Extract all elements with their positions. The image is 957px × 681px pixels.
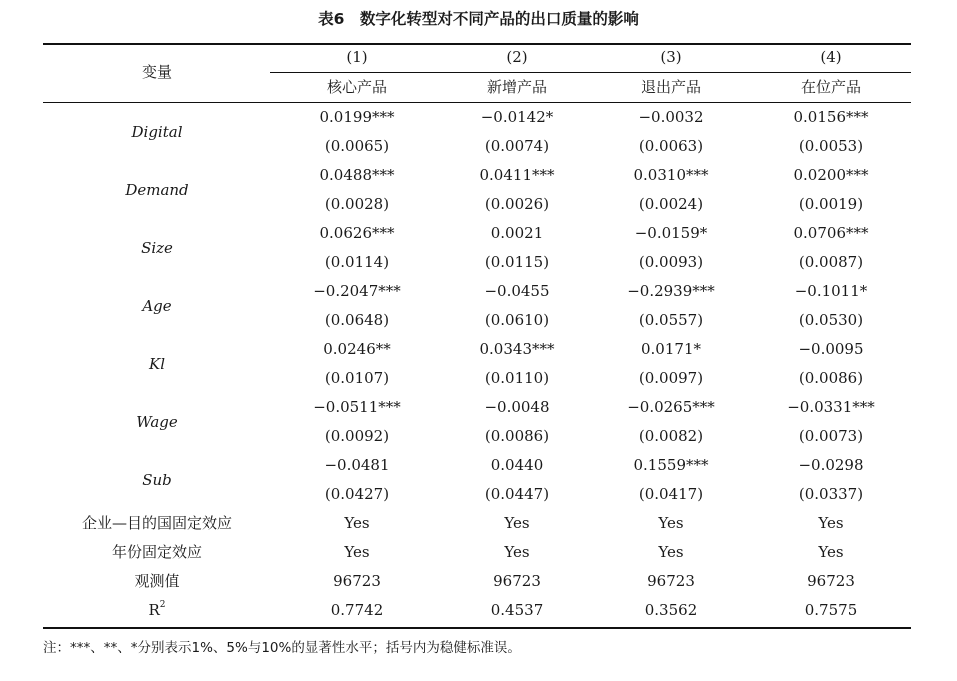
coefficient-cell: 0.0246** <box>323 340 391 358</box>
std-error-cell: (0.0114) <box>324 253 390 271</box>
summary-value: Yes <box>658 543 684 561</box>
column-number: (1) <box>346 48 368 66</box>
coefficient-cell: −0.2047*** <box>313 282 401 300</box>
coefficient-cell: 0.0021 <box>490 224 544 242</box>
std-error-cell: (0.0427) <box>324 485 390 503</box>
variable-name: Demand <box>125 180 189 199</box>
coefficient-cell: 0.0488*** <box>319 166 395 184</box>
coefficient-cell: 0.0626*** <box>319 224 395 242</box>
table-title: 表6 数字化转型对不同产品的出口质量的影响 <box>318 10 639 28</box>
std-error-cell: (0.0337) <box>798 485 864 503</box>
std-error-cell: (0.0092) <box>324 427 390 445</box>
std-error-cell: (0.0648) <box>324 311 390 329</box>
coefficient-cell: 0.0200*** <box>793 166 869 184</box>
variable-name: Digital <box>131 122 183 141</box>
coefficient-cell: −0.2939*** <box>627 282 715 300</box>
column-name: 在位产品 <box>800 78 861 96</box>
std-error-cell: (0.0086) <box>484 427 550 445</box>
summary-value: 96723 <box>333 572 381 590</box>
std-error-cell: (0.0417) <box>638 485 704 503</box>
coefficient-cell: 0.1559*** <box>633 456 709 474</box>
table-note: 注：***、**、*分别表示1%、5%与10%的显著性水平；括号内为稳健标准误。 <box>43 640 521 656</box>
column-number: (3) <box>660 48 682 66</box>
coefficient-cell: −0.0481 <box>324 456 390 474</box>
std-error-cell: (0.0097) <box>638 369 704 387</box>
std-error-cell: (0.0082) <box>638 427 704 445</box>
r-squared-value: 0.7742 <box>330 601 384 619</box>
std-error-cell: (0.0063) <box>638 137 704 155</box>
summary-label: 观测值 <box>134 572 180 590</box>
coefficient-cell: −0.0048 <box>484 398 550 416</box>
std-error-cell: (0.0447) <box>484 485 550 503</box>
coefficient-cell: 0.0156*** <box>793 108 869 126</box>
std-error-cell: (0.0053) <box>798 137 864 155</box>
std-error-cell: (0.0026) <box>484 195 550 213</box>
column-name: 新增产品 <box>486 78 547 96</box>
variable-name: Sub <box>142 470 172 489</box>
summary-label: 企业—目的国固定效应 <box>81 514 232 532</box>
variable-name: Age <box>142 296 172 315</box>
coefficient-cell: 0.0706*** <box>793 224 869 242</box>
variable-header: 变量 <box>141 63 172 81</box>
variable-name: Kl <box>148 354 165 373</box>
std-error-cell: (0.0115) <box>484 253 550 271</box>
summary-value: 96723 <box>647 572 695 590</box>
summary-value: Yes <box>818 514 844 532</box>
r-squared-value: 0.7575 <box>804 601 858 619</box>
std-error-cell: (0.0065) <box>324 137 390 155</box>
coefficient-cell: 0.0411*** <box>479 166 555 184</box>
r-squared-label <box>37 596 277 625</box>
column-name: 核心产品 <box>326 78 387 96</box>
summary-value: Yes <box>344 514 370 532</box>
variable-name: Wage <box>136 412 178 431</box>
coefficient-cell: 0.0310*** <box>633 166 709 184</box>
coefficient-cell: −0.0331*** <box>787 398 875 416</box>
coefficient-cell: −0.0265*** <box>627 398 715 416</box>
std-error-cell: (0.0093) <box>638 253 704 271</box>
summary-value: Yes <box>818 543 844 561</box>
column-number: (4) <box>820 48 842 66</box>
coefficient-cell: −0.1011* <box>794 282 868 300</box>
std-error-cell: (0.0073) <box>798 427 864 445</box>
bottom-rule <box>43 627 911 629</box>
std-error-cell: (0.0028) <box>324 195 390 213</box>
r-squared-superscript: 2 <box>159 600 166 610</box>
std-error-cell: (0.0557) <box>638 311 704 329</box>
column-number: (2) <box>506 48 528 66</box>
std-error-cell: (0.0074) <box>484 137 550 155</box>
r-squared-base: R <box>148 601 160 619</box>
coefficient-cell: 0.0171* <box>641 340 701 358</box>
coefficient-cell: −0.0298 <box>798 456 864 474</box>
coefficient-cell: −0.0032 <box>638 108 704 126</box>
coefficient-cell: −0.0095 <box>798 340 864 358</box>
summary-value: 96723 <box>807 572 855 590</box>
summary-value: Yes <box>658 514 684 532</box>
coefficient-cell: 0.0440 <box>490 456 544 474</box>
summary-value: 96723 <box>493 572 541 590</box>
std-error-cell: (0.0110) <box>484 369 550 387</box>
coefficient-cell: 0.0199*** <box>319 108 395 126</box>
coefficient-cell: −0.0159* <box>634 224 708 242</box>
std-error-cell: (0.0087) <box>798 253 864 271</box>
std-error-cell: (0.0530) <box>798 311 864 329</box>
std-error-cell: (0.0086) <box>798 369 864 387</box>
std-error-cell: (0.0024) <box>638 195 704 213</box>
summary-label: 年份固定效应 <box>111 543 202 561</box>
coefficient-cell: −0.0142* <box>480 108 554 126</box>
column-name: 退出产品 <box>640 78 701 96</box>
summary-value: Yes <box>504 514 530 532</box>
coefficient-cell: −0.0455 <box>484 282 550 300</box>
std-error-cell: (0.0019) <box>798 195 864 213</box>
std-error-cell: (0.0107) <box>324 369 390 387</box>
variable-name: Size <box>141 238 173 257</box>
coefficient-cell: −0.0511*** <box>313 398 401 416</box>
summary-value: Yes <box>504 543 530 561</box>
r-squared-value: 0.4537 <box>490 601 544 619</box>
r-squared-value: 0.3562 <box>644 601 698 619</box>
std-error-cell: (0.0610) <box>484 311 550 329</box>
coefficient-cell: 0.0343*** <box>479 340 555 358</box>
summary-value: Yes <box>344 543 370 561</box>
